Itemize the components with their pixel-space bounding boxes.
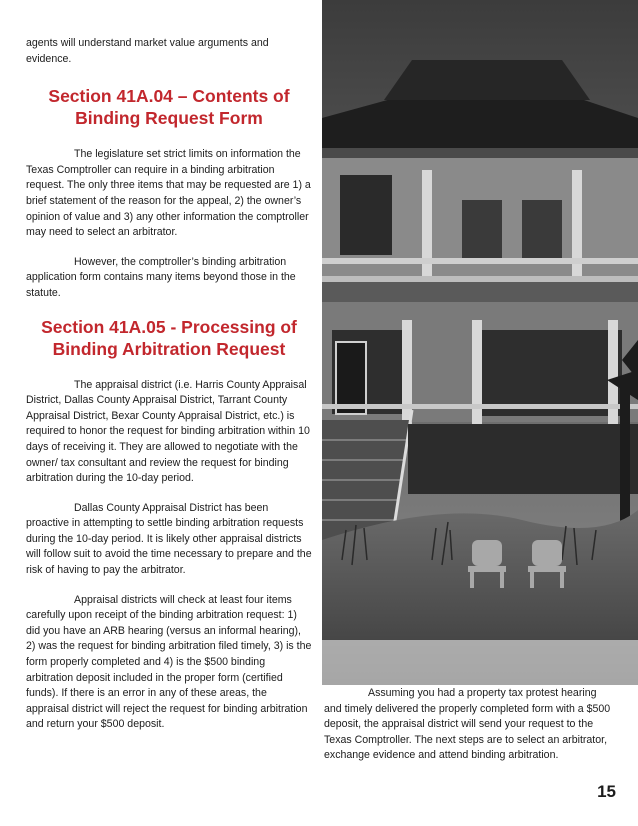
section-41a04-paragraph-1: The legislature set strict limits on information the Texas Comptroller can require in a binding arbitration request. The only three items that may be requested are 1) a brief statement of the reason for the appeal, 2) the owner’s opinion of value and 3) any other information the comptroller may need to select an arbitrator. [26, 148, 311, 239]
section-41a04-heading-line2: Binding Request Form [75, 108, 263, 129]
page-number: 15 [597, 782, 616, 801]
beach-house-photo [322, 0, 638, 685]
section-41a05-heading-line1: Section 41A.05 - Processing of [41, 316, 297, 337]
section-41a05-paragraph-1: The appraisal district (i.e. Harris County Appraisal District, Dallas County Appraisal District, Tarrant County Appraisal District, Bexar County Appraisal District, etc.) is required to honor the request for binding arbitration within 10 days of receiving it. They are allowed to negotiate with the owner/ tax consultant and review the request for binding arbitration during the 10-day period. [26, 378, 310, 485]
section-41a05-heading [26, 316, 312, 360]
section-41a04-heading [26, 85, 312, 129]
section-41a04-heading-line1: Section 41A.04 – Contents of [48, 86, 290, 107]
right-text-column [324, 686, 614, 764]
lower-column [472, 320, 482, 426]
foundation [408, 424, 638, 494]
section-41a05-paragraph-3: Appraisal districts will check at least four items carefully upon receipt of the binding arbitration request: 1) did you have an ARB hearing (versus an informal hearing), 2) was the request for binding arbitration filed timely, 3) is the form properly completed and 4) is the $500 binding arbitration deposit included in the proper form (certified funds). If there is an error in any of these areas, the appraisal district will reject the request for binding arbitration and return your $500 deposit. [26, 593, 312, 731]
intro-paragraph: agents will understand market value arguments and evidence. [26, 37, 269, 65]
left-text-column [26, 36, 312, 747]
lower-column [608, 320, 618, 426]
section-41a05-paragraph-2: Dallas County Appraisal District has been proactive in attempting to settle binding arbitration requests during the 10-day period. It is likely other appraisal districts will follow suit to avoid the time necessary to prepare and the risk of having to pay the arbitrator. [26, 501, 312, 577]
section-41a04-paragraph-2: However, the comptroller’s binding arbitration application form contains many items beyond those in the statute. [26, 255, 296, 299]
section-41a05-heading-line2: Binding Arbitration Request [52, 338, 286, 359]
right-paragraph: Assuming you had a property tax protest hearing and timely delivered the properly completed form with a $500 deposit, the appraisal district will send your request to the Texas Comptroller. The next steps are to select an arbitrator, exchange evidence and attend binding arbitration. [324, 687, 611, 762]
